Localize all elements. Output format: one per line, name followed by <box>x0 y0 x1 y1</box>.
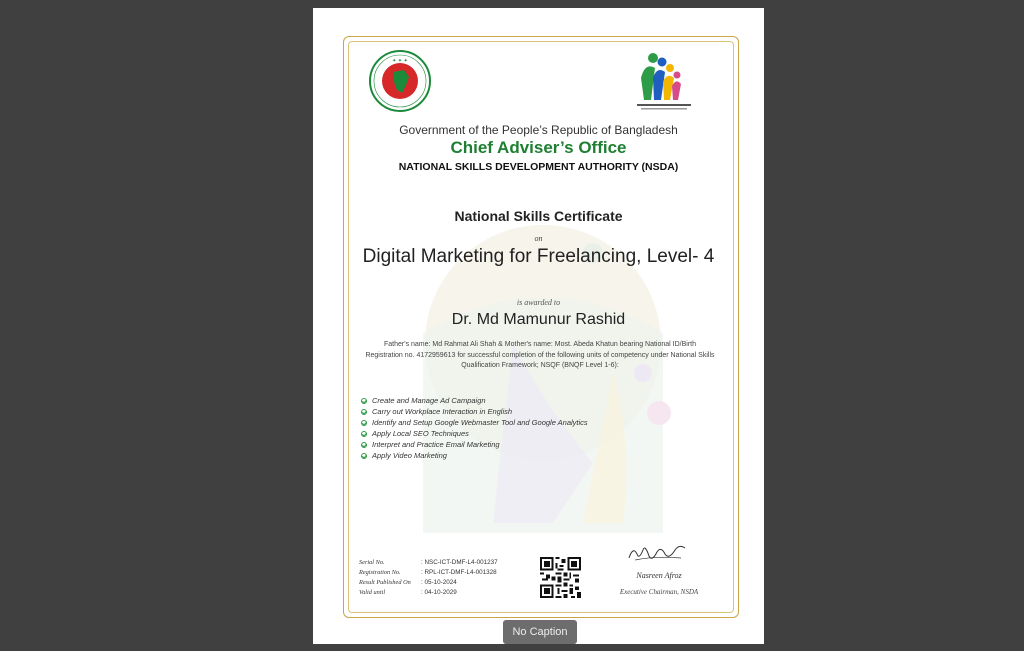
nsda-watermark-icon <box>393 223 693 533</box>
valid-value: : 04-10-2029 <box>421 589 457 596</box>
government-seal-icon <box>369 50 431 112</box>
valid-label: Valid until <box>359 589 386 596</box>
svg-text:✦ ✦ ✦: ✦ ✦ ✦ <box>392 58 408 64</box>
government-line: Government of the People’s Republic of Bangladesh <box>399 123 678 137</box>
check-circle-icon <box>361 398 367 404</box>
list-item: Carry out Workplace Interaction in English <box>361 406 588 417</box>
course-name: Digital Marketing for Freelancing, Level- 4 <box>362 246 715 267</box>
competency-units-list <box>361 395 588 461</box>
registration-value: : RPL-ICT-DMF-L4-001328 <box>421 569 497 576</box>
published-label: Result Published On <box>359 579 411 586</box>
list-item: Apply Local SEO Techniques <box>361 428 588 439</box>
check-circle-icon <box>361 431 367 437</box>
nsda-logo-icon <box>631 48 697 114</box>
qr-code-icon <box>540 557 581 598</box>
serial-value: : NSC-ICT-DMF-L4-001237 <box>421 559 498 566</box>
registration-label: Registration No. <box>359 569 401 576</box>
on-label: on <box>534 234 543 243</box>
awarded-label: is awarded to <box>516 298 561 307</box>
signatory-title: Executive Chairman, NSDA <box>619 588 699 596</box>
check-circle-icon <box>361 420 367 426</box>
list-item: Interpret and Practice Email Marketing <box>361 439 588 450</box>
certificate-meta <box>359 558 498 598</box>
serial-label: Serial No. <box>359 559 385 566</box>
check-circle-icon <box>361 453 367 459</box>
authority-name: NATIONAL SKILLS DEVELOPMENT AUTHORITY (NSDA) <box>398 161 679 173</box>
serial-row <box>359 558 498 568</box>
signature-icon <box>625 540 689 566</box>
list-item: Create and Manage Ad Campaign <box>361 395 588 406</box>
published-row <box>359 578 498 588</box>
check-circle-icon <box>361 442 367 448</box>
signatory-name: Nasreen Afroz <box>636 571 682 580</box>
no-caption-button[interactable]: No Caption <box>503 620 577 644</box>
published-value: : 05-10-2024 <box>421 579 457 586</box>
valid-row <box>359 588 498 598</box>
certificate-title: National Skills Certificate <box>454 208 623 224</box>
recipient-name: Dr. Md Mamunur Rashid <box>451 311 626 328</box>
office-name: Chief Adviser’s Office <box>450 138 627 157</box>
list-item: Apply Video Marketing <box>361 450 588 461</box>
certificate-description: Father's name: Md Rahmat Ali Shah & Mother's name: Most. Abeda Khatun bearing National ID/Birth Registration no. 4172959613 for successful completion of the following units of competency under National Skills Qualification Framework; NSQF (BNQF Level 1-6): <box>365 341 715 369</box>
certificate-page <box>313 8 764 644</box>
registration-row <box>359 568 498 578</box>
check-circle-icon <box>361 409 367 415</box>
list-item: Identify and Setup Google Webmaster Tool and Google Analytics <box>361 417 588 428</box>
